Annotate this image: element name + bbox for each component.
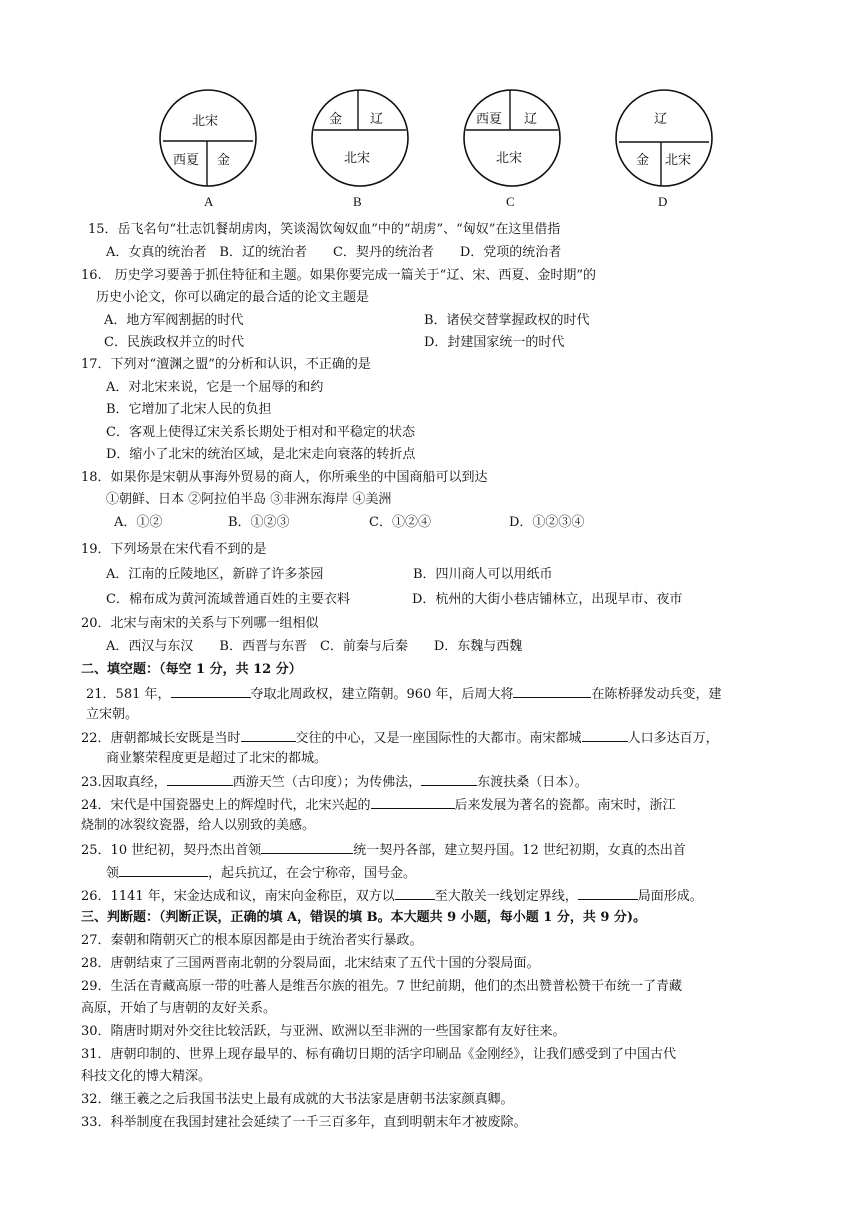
q18-option-b: B．①②③ bbox=[228, 515, 290, 530]
q18-option-a: A．①② bbox=[114, 515, 163, 530]
q23-blank-1[interactable] bbox=[167, 773, 233, 786]
diagram-d-label-top: 辽 bbox=[654, 112, 668, 127]
q16-option-b: B．诸侯交替掌握政权的时代 bbox=[424, 313, 590, 328]
q31-line-1: 31．唐朝印制的、世界上现存最早的、标有确切日期的活字印刷品《金刚经》，让我们感受到了中国古代 bbox=[81, 1047, 677, 1062]
diagram-a-label-right: 金 bbox=[217, 153, 231, 168]
q24-text-1: 24．宋代是中国瓷器史上的辉煌时代，北宋兴起的 bbox=[81, 798, 371, 813]
q28: 28．唐朝结束了三国两晋南北朝的分裂局面，北宋结束了五代十国的分裂局面。 bbox=[81, 956, 540, 971]
q33: 33．科举制度在我国封建社会延续了一千三百多年，直到明朝末年才被废除。 bbox=[81, 1115, 527, 1130]
q23-text-1: 23.因取真经， bbox=[81, 775, 167, 790]
diagram-b-label-bottom: 北宋 bbox=[344, 151, 371, 166]
q30: 30．隋唐时期对外交往比较活跃，与亚洲、欧洲以至非洲的一些国家都有友好往来。 bbox=[81, 1024, 566, 1039]
q22-blank-1[interactable] bbox=[241, 729, 296, 742]
diagram-b-circle bbox=[310, 88, 410, 188]
q29-line-1: 29．生活在青藏高原一带的吐蕃人是维吾尔族的祖先。7 世纪前期，他们的杰出赞普松赞干布统一了青藏 bbox=[81, 979, 682, 994]
q25-text-3: 领 bbox=[106, 866, 120, 881]
q15-stem: 15．岳飞名句“壮志饥餐胡虏肉，笑谈渴饮匈奴血”中的“胡虏”、“匈奴”在这里借指 bbox=[88, 222, 561, 237]
q18-choices: ①朝鲜、日本 ②阿拉伯半岛 ③非洲东海岸 ④美洲 bbox=[106, 492, 392, 507]
section-2-heading: 二、填空题：（每空 1 分，共 12 分） bbox=[81, 662, 302, 677]
diagram-b-letter: B bbox=[353, 194, 362, 209]
q22-text-2: 交往的中心，又是一座国际性的大都市。南宋都城 bbox=[295, 731, 582, 746]
diagram-c-label-right: 辽 bbox=[524, 112, 538, 127]
q22-blank-2[interactable] bbox=[582, 729, 628, 742]
q17-option-b: B．它增加了北宋人民的负担 bbox=[106, 402, 272, 417]
q17-option-a: A．对北宋来说，它是一个屈辱的和约 bbox=[106, 380, 324, 395]
q27: 27．秦朝和隋朝灭亡的根本原因都是由于统治者实行暴政。 bbox=[81, 933, 423, 948]
q18-option-c: C．①②④ bbox=[369, 515, 431, 530]
q18-option-d: D．①②③④ bbox=[509, 515, 585, 530]
q16-stem: 16. 历史学习要善于抓住特征和主题。如果你要完成一篇关于“辽、宋、西夏、金时期”的 bbox=[81, 268, 596, 283]
q19-option-a: A．江南的丘陵地区，新辟了许多茶园 bbox=[106, 567, 324, 582]
diagram-a-circle bbox=[158, 88, 258, 188]
q26-text-3: 局面形成。 bbox=[637, 889, 703, 904]
q16-stem-cont: 历史小论文，你可以确定的最合适的论文主题是 bbox=[96, 290, 370, 305]
q19-option-c: C．棉布成为黄河流域普通百姓的主要衣料 bbox=[106, 592, 350, 607]
q22-line-1 bbox=[81, 729, 719, 747]
q32: 32．继王羲之之后我国书法史上最有成就的大书法家是唐朝书法家颜真卿。 bbox=[81, 1092, 514, 1107]
q22-line-2: 商业繁荣程度更是超过了北宋的都城。 bbox=[106, 751, 328, 766]
q23-blank-2[interactable] bbox=[421, 773, 477, 786]
q16-option-a: A．地方军阀割据的时代 bbox=[104, 313, 244, 328]
q26-line bbox=[81, 887, 703, 905]
q25-line-2 bbox=[106, 864, 416, 882]
q25-line-1 bbox=[81, 841, 686, 859]
diagram-c-letter: C bbox=[506, 194, 515, 209]
q23-text-3: 东渡扶桑（日本）。 bbox=[477, 775, 588, 790]
q22-text-3: 人口多达百万， bbox=[627, 731, 719, 746]
q31-line-2: 科技文化的博大精深。 bbox=[81, 1069, 212, 1084]
diagram-a-label-left: 西夏 bbox=[173, 153, 200, 168]
q15-options: A．女真的统治者 B．辽的统治者 C．契丹的统治者 D．党项的统治者 bbox=[106, 245, 562, 260]
q21-line-2: 立宋朝。 bbox=[86, 707, 139, 722]
q17-stem: 17．下列对“澶渊之盟”的分析和认识，不正确的是 bbox=[81, 357, 371, 372]
q18-stem: 18．如果你是宋朝从事海外贸易的商人，你所乘坐的中国商船可以到达 bbox=[81, 470, 488, 485]
q24-blank-1[interactable] bbox=[371, 796, 455, 809]
q21-blank-2[interactable] bbox=[513, 685, 591, 698]
q22-text-1: 22．唐朝都城长安既是当时 bbox=[81, 731, 241, 746]
diagram-d-label-left: 金 bbox=[636, 153, 650, 168]
diagram-a-letter: A bbox=[204, 194, 214, 209]
q29-line-2: 高原，开始了与唐朝的友好关系。 bbox=[81, 1001, 277, 1016]
q16-option-c: C．民族政权并立的时代 bbox=[104, 335, 244, 350]
q17-option-c: C．客观上使得辽宋关系长期处于相对和平稳定的状态 bbox=[106, 425, 415, 440]
q26-text-2: 至大散关一线划定界线， bbox=[434, 889, 578, 904]
q21-text-3: 在陈桥驿发动兵变，建 bbox=[591, 687, 722, 702]
q25-text-2: 统一契丹各部，建立契丹国。12 世纪初期，女真的杰出首 bbox=[353, 843, 686, 858]
diagram-c-circle bbox=[462, 88, 562, 188]
diagram-c-label-left: 西夏 bbox=[476, 112, 503, 127]
q25-blank-1[interactable] bbox=[261, 841, 353, 854]
q23-line bbox=[81, 773, 588, 791]
q21-text-1: 21．581 年， bbox=[86, 687, 171, 702]
q19-option-b: B．四川商人可以用纸币 bbox=[413, 567, 553, 582]
q25-blank-2[interactable] bbox=[119, 864, 208, 877]
diagram-d-letter: D bbox=[658, 194, 668, 209]
diagram-a-label-top: 北宋 bbox=[192, 114, 219, 129]
q24-line-1 bbox=[81, 796, 676, 814]
q24-text-2: 后来发展为著名的瓷都。南宋时，浙江 bbox=[454, 798, 676, 813]
diagram-c-label-bottom: 北宋 bbox=[496, 151, 523, 166]
q24-line-2: 烧制的冰裂纹瓷器，给人以别致的美感。 bbox=[81, 818, 316, 833]
diagram-d-label-right: 北宋 bbox=[665, 153, 692, 168]
q21-line-1 bbox=[86, 685, 721, 703]
q25-text-4: ，起兵抗辽，在会宁称帝，国号金。 bbox=[208, 866, 417, 881]
q26-blank-1[interactable] bbox=[395, 887, 435, 900]
q20-stem: 20．北宋与南宋的关系与下列哪一组相似 bbox=[81, 616, 319, 631]
q26-text-1: 26．1141 年，宋金达成和议，南宋向金称臣，双方以 bbox=[81, 889, 395, 904]
diagram-d-circle bbox=[614, 88, 714, 188]
q26-blank-2[interactable] bbox=[578, 887, 638, 900]
q19-option-d: D．杭州的大街小巷店铺林立，出现早市、夜市 bbox=[412, 592, 683, 607]
q21-text-2: 夺取北周政权，建立隋朝。960 年，后周大将 bbox=[250, 687, 514, 702]
q16-option-d: D．封建国家统一的时代 bbox=[424, 335, 565, 350]
diagram-b-label-left: 金 bbox=[329, 112, 343, 127]
q23-text-2: 西游天竺（古印度）；为传佛法， bbox=[232, 775, 422, 790]
q25-text-1: 25．10 世纪初，契丹杰出首领 bbox=[81, 843, 262, 858]
section-3-heading: 三、判断题：（判断正误，正确的填 A，错误的填 B。本大题共 9 小题，每小题 1 分，共 9 分)。 bbox=[81, 910, 647, 925]
q17-option-d: D．缩小了北宋的统治区域，是北宋走向衰落的转折点 bbox=[106, 447, 416, 462]
q20-options: A．西汉与东汉 B．西晋与东晋 C．前秦与后秦 D．东魏与西魏 bbox=[106, 639, 523, 654]
diagram-b-label-right: 辽 bbox=[370, 112, 384, 127]
q19-stem: 19．下列场景在宋代看不到的是 bbox=[81, 542, 267, 557]
q21-blank-1[interactable] bbox=[171, 685, 251, 698]
